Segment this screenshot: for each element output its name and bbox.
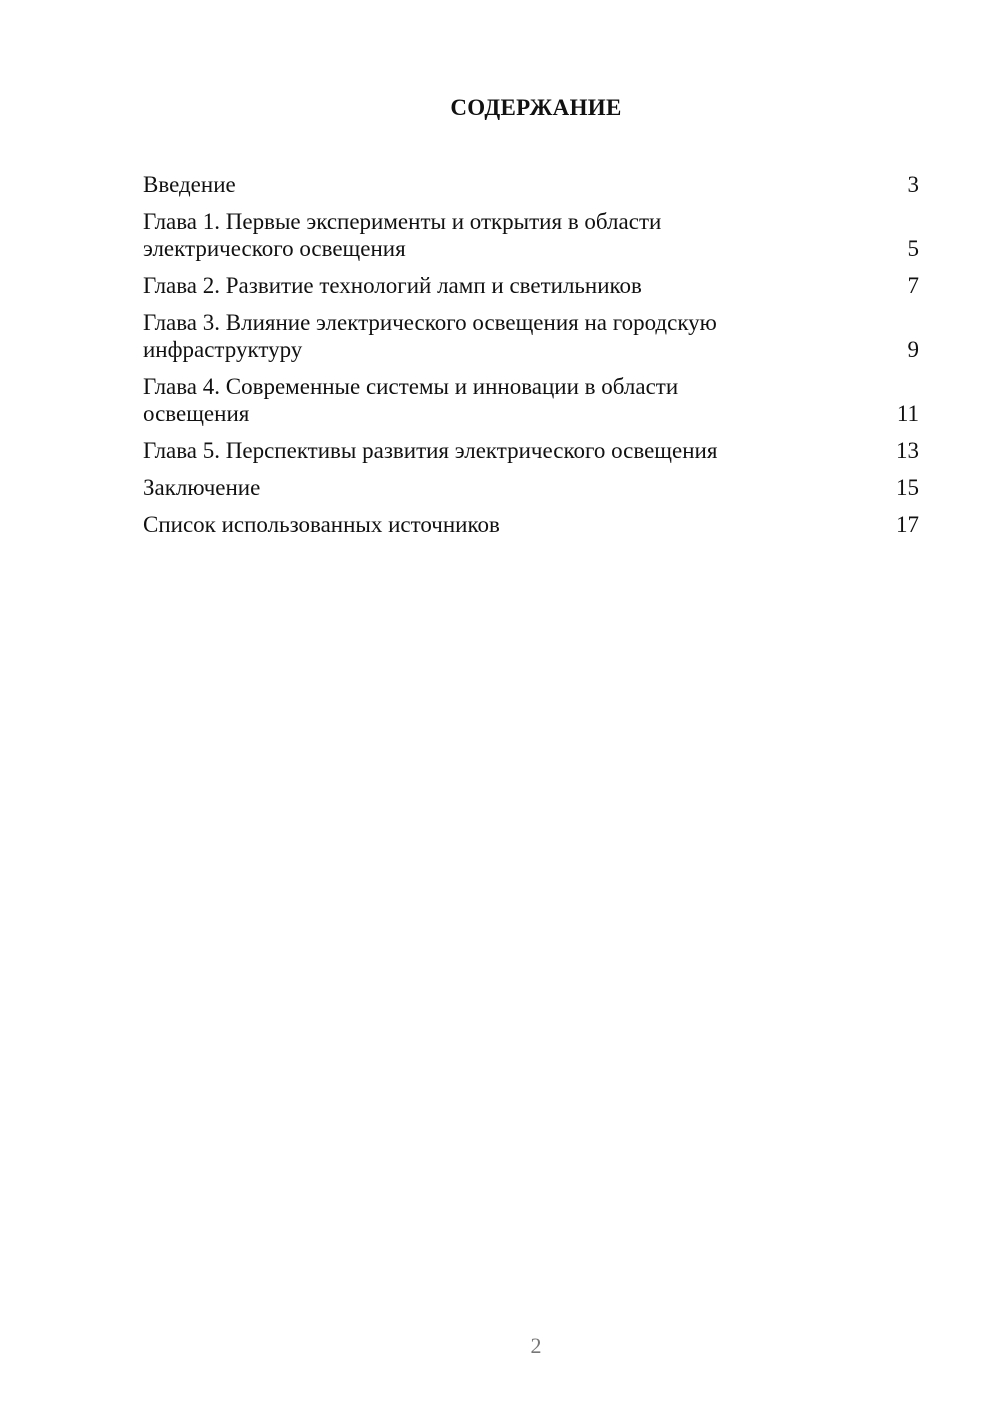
toc-entry-line: Заключение xyxy=(143,475,261,500)
toc-entry-page: 9 xyxy=(907,337,919,362)
toc-entry-line: освещения xyxy=(143,401,250,426)
toc-entry-chapter-1[interactable] xyxy=(143,208,919,262)
toc-entry-line: инфраструктуру xyxy=(143,337,303,362)
page-number: 2 xyxy=(530,1333,542,1358)
toc-entry-references[interactable] xyxy=(143,511,919,538)
toc-entry-text xyxy=(143,309,783,363)
toc-entry-line: Список использованных источников xyxy=(143,512,500,537)
toc-entry-page: 3 xyxy=(907,172,919,197)
toc-list xyxy=(143,171,919,548)
toc-entry-line: Глава 3. Влияние электрического освещения на городскую xyxy=(143,310,717,335)
toc-entry-chapter-5[interactable] xyxy=(143,437,919,464)
toc-entry-conclusion[interactable] xyxy=(143,474,919,501)
toc-entry-chapter-4[interactable] xyxy=(143,373,919,427)
toc-entry-page: 17 xyxy=(896,512,919,537)
toc-entry-text xyxy=(143,373,783,427)
toc-entry-line: электрического освещения xyxy=(143,236,406,261)
toc-entry-page: 11 xyxy=(896,401,919,426)
toc-entry-page: 5 xyxy=(907,236,919,261)
toc-entry-line: Глава 5. Перспективы развития электрического освещения xyxy=(143,438,718,463)
toc-entry-text xyxy=(143,171,783,198)
toc-entry-text xyxy=(143,437,783,464)
toc-entry-page: 7 xyxy=(907,273,919,298)
toc-entry-introduction[interactable] xyxy=(143,171,919,198)
toc-entry-text xyxy=(143,208,783,262)
toc-title: СОДЕРЖАНИЕ xyxy=(450,95,622,120)
toc-entry-line: Введение xyxy=(143,172,236,197)
toc-entry-text xyxy=(143,511,783,538)
toc-entry-line: Глава 1. Первые эксперименты и открытия в области xyxy=(143,209,662,234)
toc-entry-chapter-3[interactable] xyxy=(143,309,919,363)
toc-entry-line: Глава 2. Развитие технологий ламп и светильников xyxy=(143,273,642,298)
toc-entry-line: Глава 4. Современные системы и инновации в области xyxy=(143,374,679,399)
toc-entry-text xyxy=(143,474,783,501)
toc-entry-text xyxy=(143,272,783,299)
toc-entry-page: 13 xyxy=(896,438,919,463)
toc-entry-page: 15 xyxy=(896,475,919,500)
toc-entry-chapter-2[interactable] xyxy=(143,272,919,299)
